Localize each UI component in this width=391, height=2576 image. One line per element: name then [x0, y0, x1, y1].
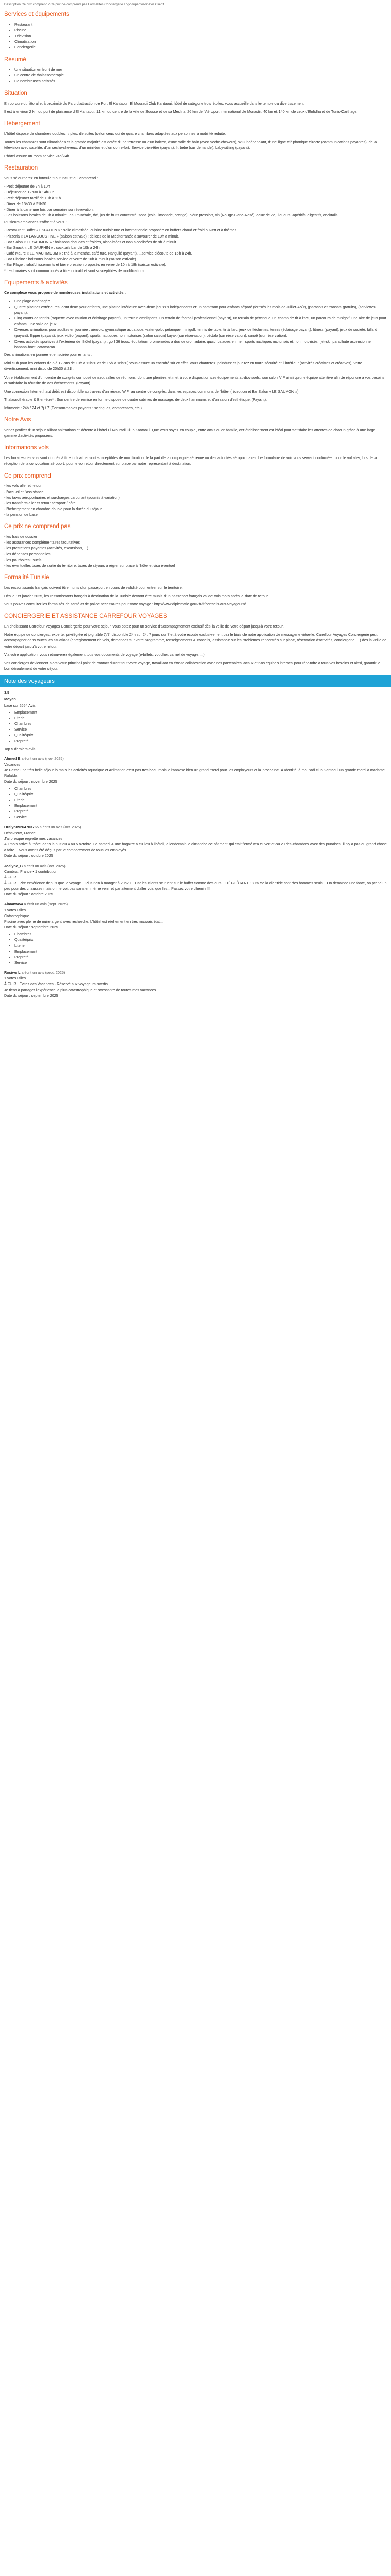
resto-place: * Les horaires sont communiqués à titre indicatif et sont susceptibles de modifications.	[4, 268, 146, 273]
review-stay: Date du séjour : septembre 2025	[4, 993, 58, 998]
resume-item: • Une situation en front de mer	[14, 66, 387, 72]
conciergerie-text: En choisissant Carrefour Voyages Conciergerie pour votre séjour, vous optez pour un service d'accompagnement exclusif dès la veille de votre départ jusqu'à votre retour.	[4, 624, 284, 629]
review-text: J'ai presque regretté mes vacances	[4, 836, 63, 841]
review-text: 1 votes utiles	[4, 907, 26, 912]
restauration-intro: Vous séjournerez en formule "Tout inclus" qui comprend :	[4, 176, 99, 181]
resto-line: - Dîner à la carte une fois par semaine sur réservation.	[4, 207, 94, 212]
exclus-list	[4, 534, 387, 568]
exclus-item: - les dépenses personnelles	[4, 551, 51, 556]
equipements-title: Equipements & activités	[4, 279, 68, 286]
review-criteria: • Propreté	[14, 808, 387, 814]
situation-text-2: Il est à environ 2 km du port de plaisance d'El Kantaoui, 11 km du centre de la ville de Sousse et de sa Médina, 26 km de l'Aéroport International de Monastir, 40 km et 140 km de ceux d'Enfidha et de Tunis-Carthage.	[4, 109, 358, 114]
reviews-header: Note des voyageurs	[0, 675, 391, 687]
equipements-list	[4, 298, 387, 350]
resume-item: • De nombreuses activités	[14, 78, 387, 84]
score: 3.5	[4, 690, 9, 696]
formalite-title: Formalité Tunisie	[4, 574, 50, 581]
exclus-item: - les prestations payantes (activités, excursions, ...)	[4, 546, 88, 551]
review-author: Joëlyne_B	[4, 863, 23, 868]
avis-title: Notre Avis	[4, 417, 31, 423]
review-stay: Date du séjour : novembre 2025	[4, 779, 57, 784]
review-text: Je tiens à partager l'expérience la plus catastrophique et stressante de toutes mes vacances...	[4, 987, 159, 992]
criteria-item: • Qualité/prix	[14, 732, 387, 738]
review-text: À FUIR ! Évitez des Vacances - Réservé aux voyageurs avertis	[4, 981, 108, 987]
inclus-item: - l'hébergement en chambre double pour la durée du séjour	[4, 506, 102, 511]
inclus-item: - les taxes aéroportuaires et surcharges carburant (soumis à variation)	[4, 495, 120, 500]
inclus-item: - l'accueil et l'assistance	[4, 489, 44, 494]
inclus-item: - les vols aller et retour	[4, 483, 42, 488]
equipement-item: • Quatre piscines extérieures, dont deux pour enfants, une piscine intérieure avec deux jacuzzis indépendants et un hammam pour enfants séparé (fermés les mois de Juillet-Août), (parasols et transats gratuits), (serviettes payant).	[14, 304, 387, 315]
situation-text: En bordure du littoral et à proximité du Parc d'attraction de Port El Kantaoui, El Mouradi Club Kantaoui, hôtel de catégorie trois étoiles, vous accueille dans le temple du divertissement.	[4, 100, 305, 106]
review-author: Rosiwe L	[4, 970, 21, 975]
review-text: 1 votes utiles	[4, 976, 26, 981]
review-text: À FUIR ! Pire expérience depuis que je voyage... Plus rien à manger à 20h20... Car les clients se ruent sur le buffet comme des ours... DÉGOÛTANT ! 80% de la clientèle sont des hommes seuls... On demande une fonte, on prend un peu pour des chausses mais on ne voit pas sans en même venir et parfaitement d'aller voir, que les... Passez votre chemin !!!	[4, 880, 387, 891]
restauration-places	[4, 227, 387, 273]
hebergement-title: Hébergement	[4, 120, 40, 127]
equipement-item: • Divers activités sportives à l'extérieur de l'hôtel (payant) : golf 36 trous, équitation, promenades à dos de dromadaire, quad, balades en mer, sports nautiques motorisés et non motorisés : jet-ski, parachute ascensionnel, banana-boat, catamaran.	[14, 338, 387, 350]
infos-text: Les horaires des vols sont donnés à titre indicatif et sont susceptibles de modification de la part de la compagnie aérienne ou des autorités aéroportuaires. Le formulaire de voir vous servant confirmée : pour le vol aller, lors de la réception de la convocation aéroport, pour le vol retour directement sur place par notre représentant à destination.	[4, 455, 377, 466]
review-criteria: • Emplacement	[14, 803, 387, 808]
service-item: • Télévision	[14, 33, 387, 39]
resto-place: - Bar Plage : rafraîchissements et bière pression proposés en verre de 10h à 18h (saison estivale).	[4, 262, 166, 267]
review-stay: Date du séjour : octobre 2025	[4, 892, 53, 897]
review-item	[4, 824, 387, 859]
based-on: basé sur 2654 Avis	[4, 703, 36, 708]
resto-line: - Petit déjeuner tardif de 10h à 11h	[4, 195, 61, 200]
resto-place: - Café Maure « LE MACHMOUM » : thé à la menthe, café turc, Narguilé (payant), ...service d'écoute de 15h à 24h.	[4, 251, 192, 256]
equipements-conf: Votre établissement d'un centre de congrès composé de sept salles de réunions, dont une plénière, et met à votre disposition ses équipements audiovisuels, son salon VIP ainsi qu'une équipe attentive afin de répondre à vos besoins et satisfaire la réussite de vos événements. (Payant).	[4, 375, 385, 385]
review-meta: a écrit un avis (sept. 2025)	[24, 902, 68, 907]
resto-place: - Bar Salon « LE SAUMON » : boissons chaudes et froides, alcoolisées et non alcoolisées de 9h à minuit.	[4, 239, 177, 244]
service-item: • Restaurant	[14, 22, 387, 27]
review-meta: a écrit un avis (nov. 2025)	[21, 756, 64, 761]
equipement-item: • Diverses animations pour adultes en journée : aérobic, gymnastique aquatique, water-polo, pétanque, minigolf, tennis de table, tir à l'arc, jeux de fléchettes, tennis (éclairage payant), fitness (payant), jeux de société, billard (payant), flipper (payant), jeux vidéo (payant), sports nautiques non motorisés (selon saison) kayak (sur réservation), pédalo (sur réservation), canoë (sur réservation).	[14, 327, 387, 338]
review-text: Je Passe une très belle séjour lo mais les activités aquatique et Animation c'est pas très beau mais je l'annexe bien un grand merci pour les employeurs et la prochaine. À Identité, à mouradi club Kantaoui un grande merci à madame Rafaïda	[4, 768, 385, 778]
resto-place: - Bar Snack « LE DAUPHIN » : cocktails bar de 10h à 24h.	[4, 245, 101, 250]
review-text: À FUIR !!!	[4, 874, 21, 879]
hebergement-text-3: L'hôtel assure un room service 24h/24h.	[4, 154, 70, 159]
restauration-lines	[4, 183, 387, 218]
review-stay: Date du séjour : septembre 2025	[4, 925, 58, 930]
exclus-item: - les frais de dossier	[4, 534, 38, 539]
conciergerie-text-3: Via votre application, vous retrouverez également tous vos documents de voyage (e-billets, voucher, carnet de voyage, ...).	[4, 652, 206, 657]
review-title: Cambrai, France • 1 contribution	[4, 869, 58, 874]
review-text: Catastrophique	[4, 913, 29, 918]
score-label: Moyen	[4, 697, 16, 702]
service-item: • Conciergerie	[14, 44, 387, 50]
review-author: Aimant454	[4, 902, 23, 907]
review-text: Piscine avec pleine de nuire argent avec recherche. L'hôtel est réellement en très mauvais état...	[4, 919, 163, 924]
resto-place: - Pizzeria « LA LANGOUSTINE » (saison estivale) : délices de la Méditerranée à savourer de 10h à minuit.	[4, 233, 180, 239]
exclus-title: Ce prix ne comprend pas	[4, 523, 71, 530]
exclus-item: - les pourboires usuels	[4, 557, 42, 562]
restauration-title: Restauration	[4, 165, 38, 172]
infos-title: Informations vols	[4, 445, 49, 451]
reviews-section	[0, 687, 391, 998]
services-title: Services et équipements	[4, 11, 69, 18]
hebergement-text: L'hôtel dispose de chambres doubles, triples, de suites (selon ceux qui de quatre chambres adaptées aux personnes à mobilité réduite.	[4, 131, 226, 136]
restauration-places-intro: Plusieurs ambiances s'offrent à vous :	[4, 219, 67, 225]
exclus-item: - les éventuelles taxes de sortie du territoire, taxes de séjours à régler sur place à l'hôtel et visa éventuel	[4, 563, 175, 568]
equipements-intro: Ce complexe vous propose de nombreuses installations et activités :	[4, 290, 126, 295]
review-text: Au mois arrivé à l'hôtel dans la nuit du 4 au 5 octobre. Le samedi 4 une bagarre a eu lieu à l'hôtel, la lendemain le dimanche ce bâtiment qui était fermé m'a ouvert et au vu des chambres avec des punaises, il n'y a pas eu grand chose à faire... Nous avons été déçus par le comportement de tous les employés...	[4, 842, 387, 853]
review-author: Ahmed B	[4, 756, 21, 761]
criteria-item: • Service	[14, 726, 387, 732]
top-reviews-label: Top 5 derniers avis	[4, 746, 36, 751]
equipement-item: • Cinq courts de tennis (raquette avec caution et éclairage payant), un terrain omnisports, un terrain de football professionnel (payant), un terrain de pétanque, un champ de tir à l'arc, un parcours de minigolf, une aire de jeux pour enfants, une salle de jeux.	[14, 315, 387, 327]
hebergement-text-2: Toutes les chambres sont climatisées et la grande majorité est dotée d'une terrasse ou d'un balcon, d'une salle de bain (avec sèche-cheveux), WC indépendant, d'une ligne téléphonique directe (communications payantes), de la télévision avec satellite, d'un sèche-cheveux, d'un mini-bar et d'un coffre-fort. Service bien-être (payant), lit bébé (sur demande), baby-sitting (payant).	[4, 139, 377, 150]
review-stay: Date du séjour : octobre 2025	[4, 853, 53, 858]
review-author: Oralyn09264703765	[4, 824, 39, 829]
review-item	[4, 863, 387, 897]
equipements-net: Une connexion Internet haut débit est disponible au travers d'un réseau WiFi au centre de congrès, dans les espaces communs de l'hôtel (réception et Bar Salon « LE SAUMON »).	[4, 388, 300, 394]
resto-place: - Restaurant Buffet « ESPADON » : salle climatisée, cuisine tunisienne et internationale proposée en buffets chaud et froid ouvert et à thèmes.	[4, 228, 238, 233]
review-meta: a écrit un avis (oct. 2025)	[39, 824, 82, 829]
review-title: Vacances	[4, 762, 21, 767]
review-criteria: • Service	[14, 814, 387, 820]
review-criteria: • Emplacement	[14, 948, 387, 954]
inclus-item: - la pension de base	[4, 512, 38, 517]
resume-title: Résumé	[4, 56, 26, 63]
review-criteria: • Chambres	[14, 786, 387, 791]
inclus-list	[4, 483, 387, 517]
service-item: • Climatisation	[14, 39, 387, 44]
criteria-list	[4, 709, 387, 744]
situation-title: Situation	[4, 90, 27, 96]
criteria-item: • Propreté	[14, 738, 387, 744]
equipements-thalasso: Thalassothérapie & Bien-être* : Son centre de remise en forme dispose de quatre cabines de massage, de deux hammams et d'un salon d'esthétique. (Payant).	[4, 397, 267, 402]
inclus-item: - les transferts aller et retour aéroport / hôtel	[4, 500, 77, 505]
equipements-after: Des animations en journée et en soirée pour enfants :	[4, 352, 93, 358]
formalite-text-2: Dès le 1er janvier 2025, les ressortissants français à destination de la Tunisie devront être munis d'un passeport français valide trois mois après la date de retour.	[4, 594, 269, 599]
resto-line: - Déjeuner de 12h30 à 14h30*	[4, 190, 54, 195]
criteria-item: • Emplacement	[14, 709, 387, 715]
resto-line: - Petit déjeuner de 7h à 10h	[4, 184, 50, 189]
conciergerie-title: CONCIERGERIE ET ASSISTANCE CARREFOUR VOYAGES	[4, 613, 167, 620]
breadcrumb: Description Ce prix comprend / Ce prix ne comprend pas Formalités Conciergerie Logo tripadvisor Avis Client	[4, 3, 164, 6]
review-criteria: • Qualité/prix	[14, 791, 387, 797]
review-criteria: • Propreté	[14, 954, 387, 960]
review-meta: a écrit un avis (sept. 2025)	[21, 970, 66, 975]
formalite-text: Les ressortissants français doivent être munis d'un passeport en cours de validité pour entrer sur le territoire.	[4, 585, 183, 590]
page	[0, 0, 391, 671]
review-item	[4, 970, 387, 998]
equipement-item: • Une plage aménagée.	[14, 298, 387, 304]
reviews-list	[4, 756, 387, 998]
review-criteria: • Service	[14, 960, 387, 965]
inclus-title: Ce prix comprend	[4, 472, 51, 479]
conciergerie-text-2: Notre équipe de concierges, experte, privilégiée et joignable 7j/7, disponible 24h sur 24, 7 jours sur 7 et à votre écoute exclusivement par le biais de notre application de messagerie virtuelle. Carrefour Voyages Conciergerie peut accompagner dans toutes les situations (enregistrement de vols, demandes sur votre programme, renseignements & conseils, assistance sur les problèmes rencontrés sur place, réservation d'activités, conciergerie, ...) dès la veille de votre départ jusqu'à votre retour.	[4, 632, 387, 649]
review-meta: a écrit un avis (oct. 2025)	[23, 863, 66, 868]
avis-text: Venez profiter d'un séjour alliant animations et détente à l'hôtel El Mouradi Club Kantaoui. Que vous soyez en couple, entre amis ou en famille, cet établissement est idéal pour satisfaire les attentes de chacun grâce à une large gamme d'activités proposées.	[4, 428, 376, 438]
review-item	[4, 756, 387, 820]
formalite-text-3: Vous pouvez consulter les formalités de santé et de police nécessaires pour votre voyage : http://www.diplomatie.gouv.fr/fr/conseils-aux-voyageurs/	[4, 602, 246, 607]
review-criteria: • Chambres	[14, 931, 387, 937]
services-list	[4, 22, 387, 50]
resume-list	[4, 66, 387, 83]
conciergerie-text-4: Vos concierges deviennent alors votre principal point de contact durant tout votre voyage, travaillant en étroite collaboration avec nos partenaires locaux et nos équipes internes pour répondre à tous vos besoins et ainsi, garantir le bon déroulement de votre séjour.	[4, 660, 381, 671]
review-criteria: • Qualité/prix	[14, 937, 387, 942]
criteria-item: • Literie	[14, 715, 387, 721]
exclus-item: - les assurances complémentaires facultatives	[4, 540, 80, 545]
equipements-infirmerie: Infirmerie : 24h / 24 et 7j / 7 (Consommables payants : seringues, compresses, etc.).	[4, 405, 143, 411]
resto-line: - Dîner de 18h30 à 21h30	[4, 201, 46, 206]
review-criteria: • Literie	[14, 943, 387, 948]
review-title: Désavreux, France	[4, 830, 36, 835]
resto-place: - Bar Piscine : boissons locales service et verre de 10h à minuit (saison estivale).	[4, 257, 137, 262]
criteria-item: • Chambres	[14, 721, 387, 726]
equipements-kids: Mini club pour les enfants de 5 à 12 ans de 10h à 12h30 et de 15h à 16h30) vous assure un encadré sûr et effet. Vous chanterez, peindrez et jouerez en toute sécurité et il intérieur (activités créatives et créatives), Votre divertissement, mini disco de 20h30 à 21h.	[4, 361, 362, 371]
resto-line: - Les boissons locales de 9h à minuit* : eau minérale, thé, jus de fruits concentré, soda (cola, limonade, orange), bière pression, vin (Rouge-Blanc-Rosé), eaux de vie, liqueurs, apéritifs, digestifs, cocktails.	[4, 213, 339, 218]
review-item	[4, 901, 387, 965]
resume-item: • Un centre de thalassothérapie	[14, 72, 387, 78]
review-criteria: • Literie	[14, 797, 387, 803]
service-item: • Piscine	[14, 27, 387, 33]
